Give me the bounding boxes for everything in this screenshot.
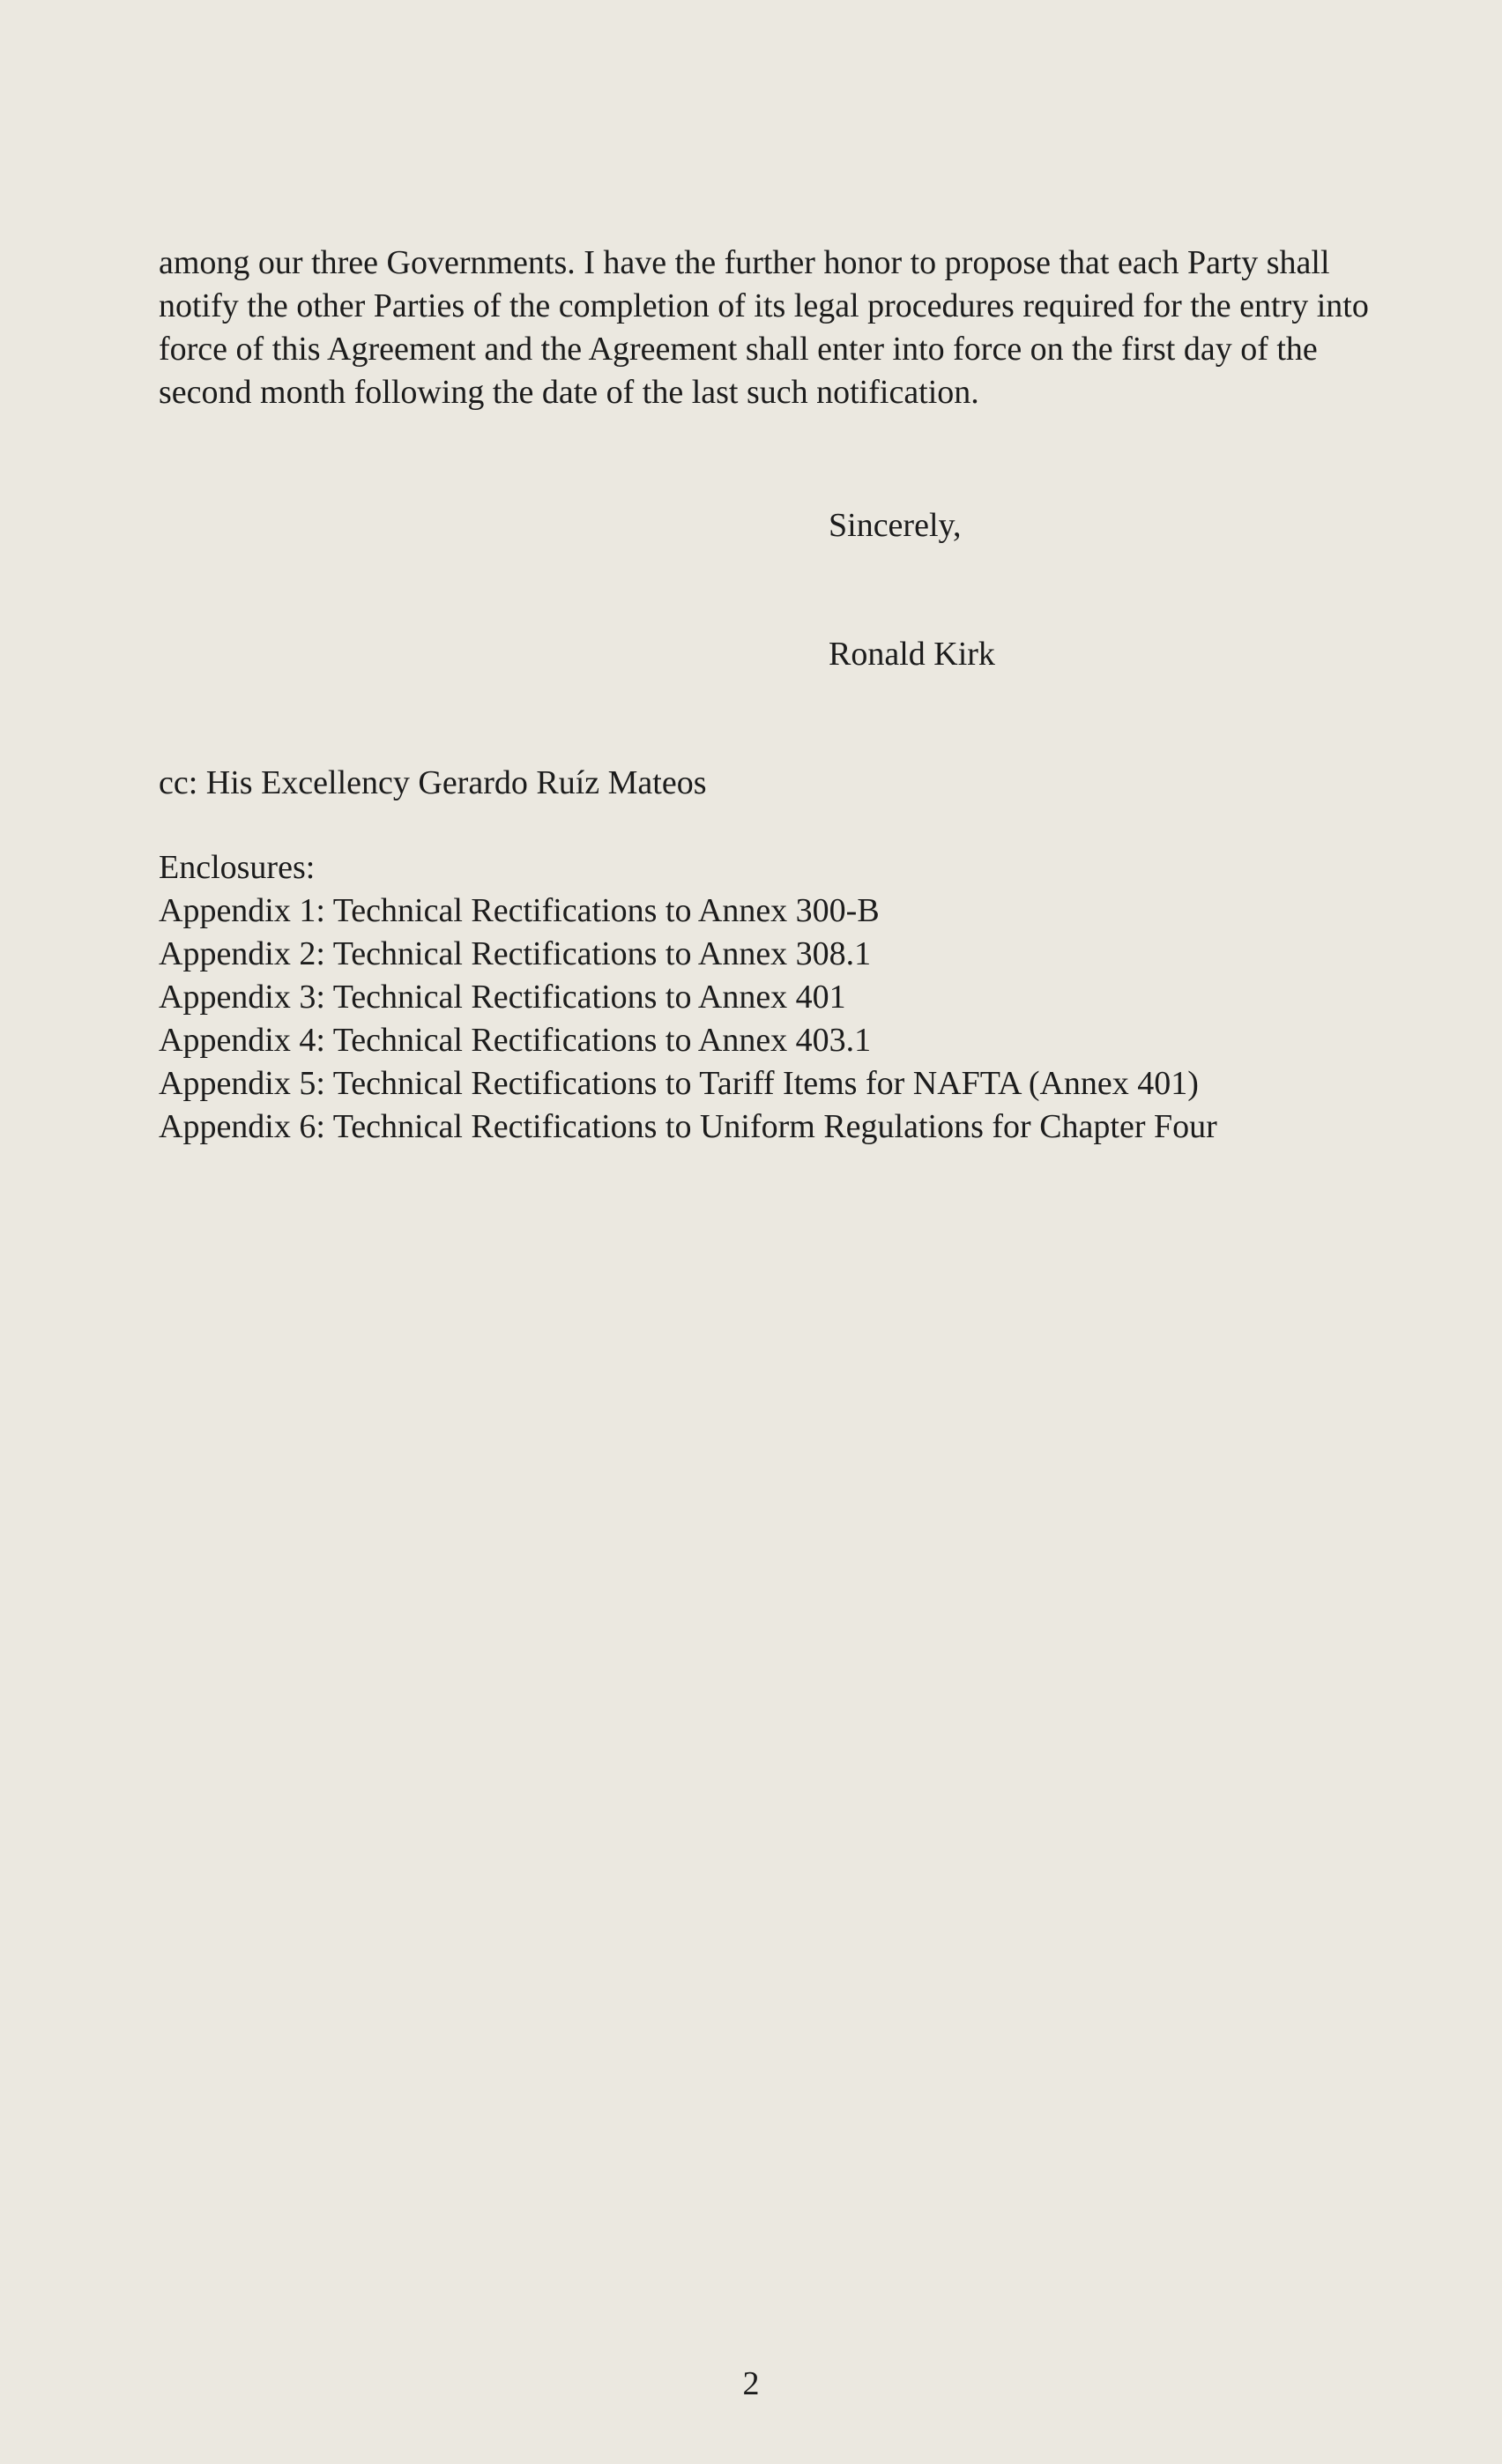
letter-body-paragraph: among our three Governments. I have the further honor to propose that each Party shall notify the other Parties of the completion of its legal procedures required for the entry into force of this Agreement and the Agreement shall enter into force on the first day of the second month following the date of the last such notification.	[159, 244, 1369, 411]
page-number: 2	[742, 2365, 760, 2402]
enclosure-item: Appendix 2: Technical Rectifications to Annex 308.1	[159, 935, 872, 972]
enclosures-list	[159, 846, 1217, 1149]
enclosure-item: Appendix 3: Technical Rectifications to Annex 401	[159, 979, 846, 1016]
letter-closing: Sincerely,	[829, 507, 962, 544]
enclosure-item: Appendix 6: Technical Rectifications to Uniform Regulations for Chapter Four	[159, 1108, 1217, 1145]
enclosure-item: Appendix 1: Technical Rectifications to Annex 300-B	[159, 892, 880, 929]
enclosures-heading: Enclosures:	[159, 849, 316, 886]
letter-signatory: Ronald Kirk	[829, 636, 995, 673]
cc-line: cc: His Excellency Gerardo Ruíz Mateos	[159, 764, 707, 801]
enclosure-item: Appendix 5: Technical Rectifications to Tariff Items for NAFTA (Annex 401)	[159, 1065, 1199, 1102]
enclosure-item: Appendix 4: Technical Rectifications to Annex 403.1	[159, 1022, 872, 1059]
